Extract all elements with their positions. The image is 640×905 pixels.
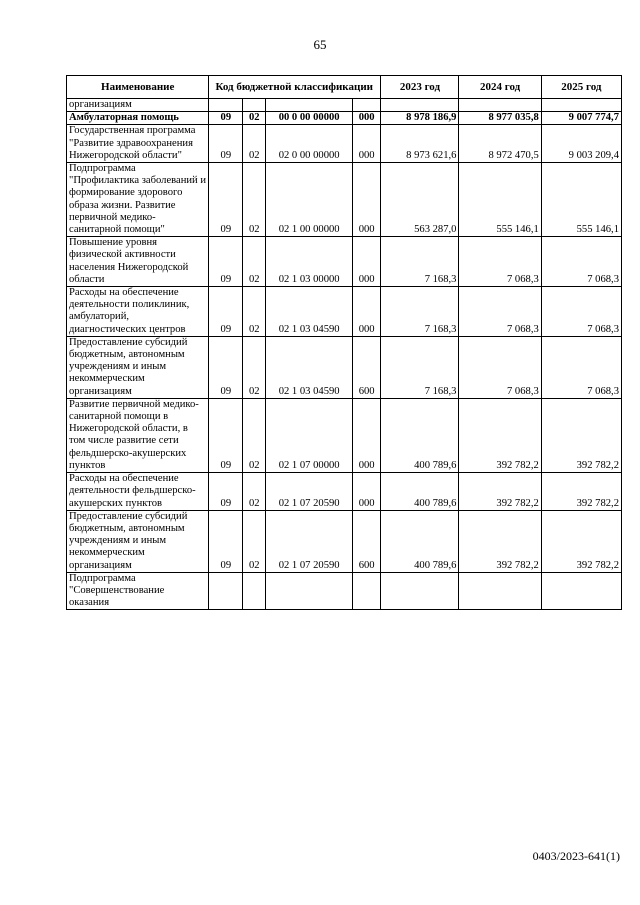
cell-2024: 392 782,2: [459, 510, 541, 572]
cell-subsection: 02: [243, 473, 266, 511]
cell-expense-type: [352, 99, 380, 112]
cell-target-article: [266, 572, 353, 610]
cell-section: 09: [209, 287, 243, 337]
document-code: 0403/2023-641(1): [532, 849, 620, 863]
cell-subsection: 02: [243, 510, 266, 572]
cell-subsection: [243, 572, 266, 610]
cell-name: Повышение уровня физической активности населения Нижегородской области: [67, 237, 209, 287]
cell-subsection: 02: [243, 112, 266, 125]
cell-2025: [541, 99, 621, 112]
cell-name: Развитие первичной медико-санитарной помощи в Нижегородской области, в том числе развитие сети фельдшерско-акушерских пунктов: [67, 398, 209, 472]
table-row: [67, 510, 622, 572]
cell-2025: 7 068,3: [541, 237, 621, 287]
cell-2024: 8 977 035,8: [459, 112, 541, 125]
table-row: [67, 125, 622, 163]
cell-2023: 8 973 621,6: [381, 125, 459, 163]
table-row: [67, 237, 622, 287]
page-number: 65: [313, 37, 327, 52]
cell-target-article: 02 1 00 00000: [266, 163, 353, 237]
cell-subsection: 02: [243, 336, 266, 398]
cell-expense-type: 000: [352, 163, 380, 237]
header-2024: 2024 год: [459, 76, 541, 99]
cell-2023: [381, 99, 459, 112]
table-row: [67, 336, 622, 398]
table-row: [67, 99, 622, 112]
cell-target-article: 02 1 07 20590: [266, 473, 353, 511]
cell-section: 09: [209, 125, 243, 163]
cell-expense-type: 600: [352, 510, 380, 572]
cell-name: Предоставление субсидий бюджетным, автономным учреждениям и иным некоммерческим организациям: [67, 510, 209, 572]
cell-2023: 400 789,6: [381, 473, 459, 511]
cell-subsection: 02: [243, 237, 266, 287]
cell-section: 09: [209, 473, 243, 511]
budget-table: [66, 75, 622, 610]
cell-2025: 392 782,2: [541, 398, 621, 472]
cell-section: 09: [209, 510, 243, 572]
cell-name: Расходы на обеспечение деятельности поликлиник, амбулаторий, диагностических центров: [67, 287, 209, 337]
cell-name: Расходы на обеспечение деятельности фельдшерско-акушерских пунктов: [67, 473, 209, 511]
cell-target-article: 02 1 03 00000: [266, 237, 353, 287]
table-row: [67, 112, 622, 125]
table-row: [67, 398, 622, 472]
cell-2025: 9 007 774,7: [541, 112, 621, 125]
cell-target-article: 00 0 00 00000: [266, 112, 353, 125]
cell-2023: 8 978 186,9: [381, 112, 459, 125]
cell-expense-type: 000: [352, 237, 380, 287]
cell-2025: 7 068,3: [541, 287, 621, 337]
table-row: [67, 473, 622, 511]
cell-2023: 7 168,3: [381, 287, 459, 337]
cell-2024: 555 146,1: [459, 163, 541, 237]
cell-name: Подпрограмма "Профилактика заболеваний и формирование здорового образа жизни. Развитие первичной медико-санитарной помощи": [67, 163, 209, 237]
cell-2025: 392 782,2: [541, 473, 621, 511]
cell-2024: 7 068,3: [459, 336, 541, 398]
cell-2023: [381, 572, 459, 610]
cell-target-article: 02 1 03 04590: [266, 287, 353, 337]
cell-section: 09: [209, 237, 243, 287]
cell-2024: 8 972 470,5: [459, 125, 541, 163]
cell-name: организациям: [67, 99, 209, 112]
header-2025: 2025 год: [541, 76, 621, 99]
cell-2025: 9 003 209,4: [541, 125, 621, 163]
cell-section: 09: [209, 112, 243, 125]
cell-expense-type: 000: [352, 473, 380, 511]
cell-subsection: [243, 99, 266, 112]
cell-target-article: 02 1 03 04590: [266, 336, 353, 398]
cell-name: Амбулаторная помощь: [67, 112, 209, 125]
cell-2024: 392 782,2: [459, 398, 541, 472]
cell-expense-type: [352, 572, 380, 610]
cell-2024: 392 782,2: [459, 473, 541, 511]
header-code: Код бюджетной классификации: [209, 76, 381, 99]
cell-name: Подпрограмма "Совершенствование оказания: [67, 572, 209, 610]
cell-2023: 563 287,0: [381, 163, 459, 237]
cell-target-article: [266, 99, 353, 112]
cell-subsection: 02: [243, 163, 266, 237]
table-row: [67, 287, 622, 337]
cell-expense-type: 000: [352, 125, 380, 163]
cell-2024: [459, 572, 541, 610]
table-header-row: [67, 76, 622, 99]
cell-target-article: 02 1 07 00000: [266, 398, 353, 472]
cell-name: Государственная программа "Развитие здравоохранения Нижегородской области": [67, 125, 209, 163]
cell-expense-type: 000: [352, 398, 380, 472]
cell-target-article: 02 1 07 20590: [266, 510, 353, 572]
cell-2023: 7 168,3: [381, 336, 459, 398]
cell-section: [209, 572, 243, 610]
cell-expense-type: 600: [352, 336, 380, 398]
cell-section: 09: [209, 398, 243, 472]
cell-section: 09: [209, 163, 243, 237]
header-2023: 2023 год: [381, 76, 459, 99]
cell-subsection: 02: [243, 398, 266, 472]
cell-2025: 392 782,2: [541, 510, 621, 572]
cell-2023: 400 789,6: [381, 398, 459, 472]
cell-2025: 555 146,1: [541, 163, 621, 237]
cell-section: [209, 99, 243, 112]
table-row: [67, 572, 622, 610]
cell-name: Предоставление субсидий бюджетным, автономным учреждениям и иным некоммерческим организациям: [67, 336, 209, 398]
cell-target-article: 02 0 00 00000: [266, 125, 353, 163]
table-row: [67, 163, 622, 237]
cell-2025: [541, 572, 621, 610]
cell-2024: 7 068,3: [459, 237, 541, 287]
cell-subsection: 02: [243, 287, 266, 337]
cell-expense-type: 000: [352, 287, 380, 337]
cell-2023: 7 168,3: [381, 237, 459, 287]
header-name: Наименование: [67, 76, 209, 99]
cell-2025: 7 068,3: [541, 336, 621, 398]
cell-expense-type: 000: [352, 112, 380, 125]
cell-2024: [459, 99, 541, 112]
cell-section: 09: [209, 336, 243, 398]
cell-2023: 400 789,6: [381, 510, 459, 572]
cell-2024: 7 068,3: [459, 287, 541, 337]
cell-subsection: 02: [243, 125, 266, 163]
